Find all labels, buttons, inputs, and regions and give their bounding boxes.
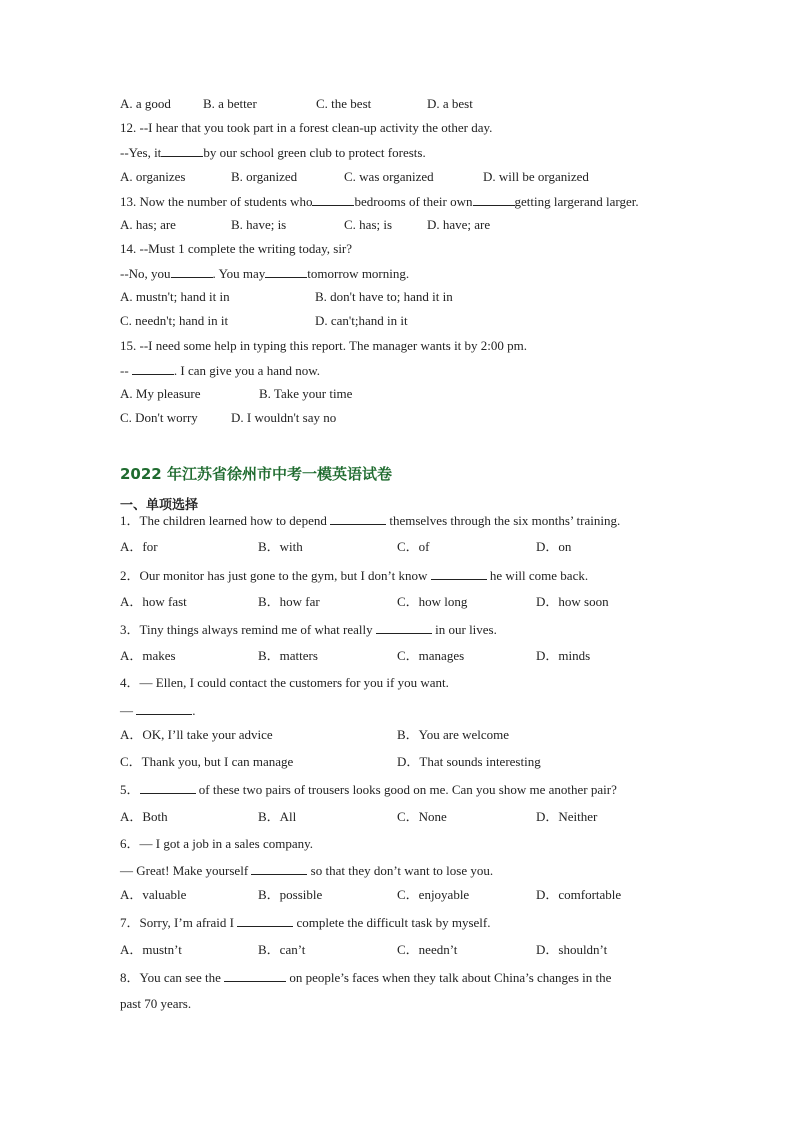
q6-prompt: 6．— I got a job in a sales company. (120, 836, 314, 851)
q15-reply (120, 362, 320, 379)
q1-option-c: C．of (397, 539, 430, 554)
q13-option-a: A. has; are (120, 217, 176, 232)
q4-option-a: A．OK, I’ll take your advice (120, 727, 273, 742)
q6-reply-start: — Great! Make yourself (120, 863, 249, 878)
q4-option-b: B．You are welcome (397, 727, 510, 742)
q4-prompt: 4．— Ellen, I could contact the customers for you if you want. (120, 675, 449, 690)
answer-blank (224, 969, 286, 982)
q2-part-a: 2．Our monitor has just gone to the gym, but I don’t know (120, 568, 428, 583)
q4-option-c: C．Thank you, but I can manage (120, 754, 294, 769)
q11-option-b: B. a better (203, 96, 257, 111)
q12-prompt: 12. --I hear that you took part in a forest clean-up activity the other day. (120, 120, 493, 135)
q6-option-b: B．possible (258, 887, 323, 902)
q3-option-c: C．manages (397, 648, 465, 663)
q15-option-b: B. Take your time (259, 386, 353, 401)
q5-option-b: B．All (258, 809, 297, 824)
q5-option-d: D．Neither (536, 809, 598, 824)
q5-part-b: of these two pairs of trousers looks good on me. Can you show me another pair? (198, 782, 617, 797)
q1-part-a: 1．The children learned how to depend (120, 513, 327, 528)
q4-reply (120, 702, 196, 719)
q14-reply (120, 265, 409, 282)
answer-blank (132, 362, 174, 375)
q15-reply-start: -- (120, 363, 129, 378)
q13-option-b: B. have; is (231, 217, 287, 232)
q15-prompt: 15. --I need some help in typing this report. The manager wants it by 2:00 pm. (120, 338, 528, 353)
q3-option-d: D．minds (536, 648, 591, 663)
q15-option-a: A. My pleasure (120, 386, 201, 401)
q14-prompt: 14. --Must 1 complete the writing today, sir? (120, 241, 353, 256)
q1-option-a: A．for (120, 539, 158, 554)
q4-option-d: D．That sounds interesting (397, 754, 541, 769)
answer-blank (140, 781, 196, 794)
q13-part-a: 13. Now the number of students who (120, 194, 313, 209)
answer-blank (171, 265, 213, 278)
answer-blank (431, 567, 487, 580)
q13-option-c: C. has; is (344, 217, 393, 232)
q13-part-b: bedrooms of their own (354, 194, 473, 209)
q12-reply (120, 144, 426, 161)
q1-option-d: D．on (536, 539, 572, 554)
q7-option-d: D．shouldn’t (536, 942, 608, 957)
answer-blank (237, 914, 293, 927)
exam-title: 2022 年江苏省徐州市中考一模英语试卷 (120, 465, 392, 483)
answer-blank (136, 702, 192, 715)
q1-option-b: B．with (258, 539, 303, 554)
answer-blank (376, 621, 432, 634)
q6-reply-end: so that they don’t want to lose you. (310, 863, 494, 878)
q7-option-b: B．can’t (258, 942, 306, 957)
q14-reply-end: tomorrow morning. (307, 266, 410, 281)
answer-blank (330, 512, 386, 525)
q3-part-a: 3．Tiny things always remind me of what really (120, 622, 373, 637)
q13-stem (120, 193, 639, 210)
q6-option-d: D．comfortable (536, 887, 622, 902)
q14-option-d: D. can't;hand in it (315, 313, 408, 328)
q4-reply-end: . (192, 703, 196, 718)
q6-option-a: A．valuable (120, 887, 187, 902)
q11-option-d: D. a best (427, 96, 473, 111)
q5-option-c: C．None (397, 809, 447, 824)
answer-blank (161, 144, 203, 157)
q7-option-c: C．needn’t (397, 942, 458, 957)
q15-reply-end: . I can give you a hand now. (173, 363, 321, 378)
q2-option-c: C．how long (397, 594, 468, 609)
q11-option-c: C. the best (316, 96, 372, 111)
q3-option-b: B．matters (258, 648, 318, 663)
q3-part-b: in our lives. (435, 622, 497, 637)
q12-option-b: B. organized (231, 169, 298, 184)
q15-option-c: C. Don't worry (120, 410, 198, 425)
q14-reply-mid: . You may (212, 266, 266, 281)
q14-option-c: C. needn't; hand in it (120, 313, 229, 328)
q12-reply-end: by our school green club to protect forests. (203, 145, 426, 160)
answer-blank (473, 193, 515, 206)
q14-option-b: B. don't have to; hand it in (315, 289, 453, 304)
q2-stem (120, 567, 588, 584)
q7-stem (120, 914, 490, 931)
q8-stem-continued: past 70 years. (120, 996, 192, 1011)
q1-part-b: themselves through the six months’ training. (389, 513, 621, 528)
q5-option-a: A．Both (120, 809, 168, 824)
q6-reply (120, 862, 493, 879)
q8-stem (120, 969, 611, 986)
q7-option-a: A．mustn’t (120, 942, 182, 957)
answer-blank (265, 265, 307, 278)
q2-part-b: he will come back. (489, 568, 589, 583)
q2-option-a: A．how fast (120, 594, 187, 609)
q4-reply-start: — (120, 703, 133, 718)
q12-reply-start: --Yes, it (120, 145, 162, 160)
q14-option-a: A. mustn't; hand it in (120, 289, 230, 304)
q15-option-d: D. I wouldn't say no (231, 410, 337, 425)
q1-stem (120, 512, 620, 529)
q13-option-d: D. have; are (427, 217, 491, 232)
q2-option-b: B．how far (258, 594, 320, 609)
q8-part-b: on people’s faces when they talk about China’s changes in the (289, 970, 612, 985)
q11-option-a: A. a good (120, 96, 171, 111)
q8-part-a: 8．You can see the (120, 970, 221, 985)
q5-part-a: 5． (120, 782, 140, 797)
q3-stem (120, 621, 497, 638)
q12-option-a: A. organizes (120, 169, 186, 184)
q7-part-b: complete the difficult task by myself. (296, 915, 491, 930)
q3-option-a: A．makes (120, 648, 176, 663)
q7-part-a: 7．Sorry, I’m afraid I (120, 915, 234, 930)
q2-option-d: D．how soon (536, 594, 609, 609)
q12-option-d: D. will be organized (483, 169, 589, 184)
section-heading: 一、单项选择 (120, 498, 199, 513)
answer-blank (251, 862, 307, 875)
q5-stem (120, 781, 617, 798)
q14-reply-start: --No, you (120, 266, 171, 281)
q12-option-c: C. was organized (344, 169, 434, 184)
q13-part-c: getting largerand larger. (514, 194, 639, 209)
q6-option-c: C．enjoyable (397, 887, 470, 902)
answer-blank (312, 193, 354, 206)
